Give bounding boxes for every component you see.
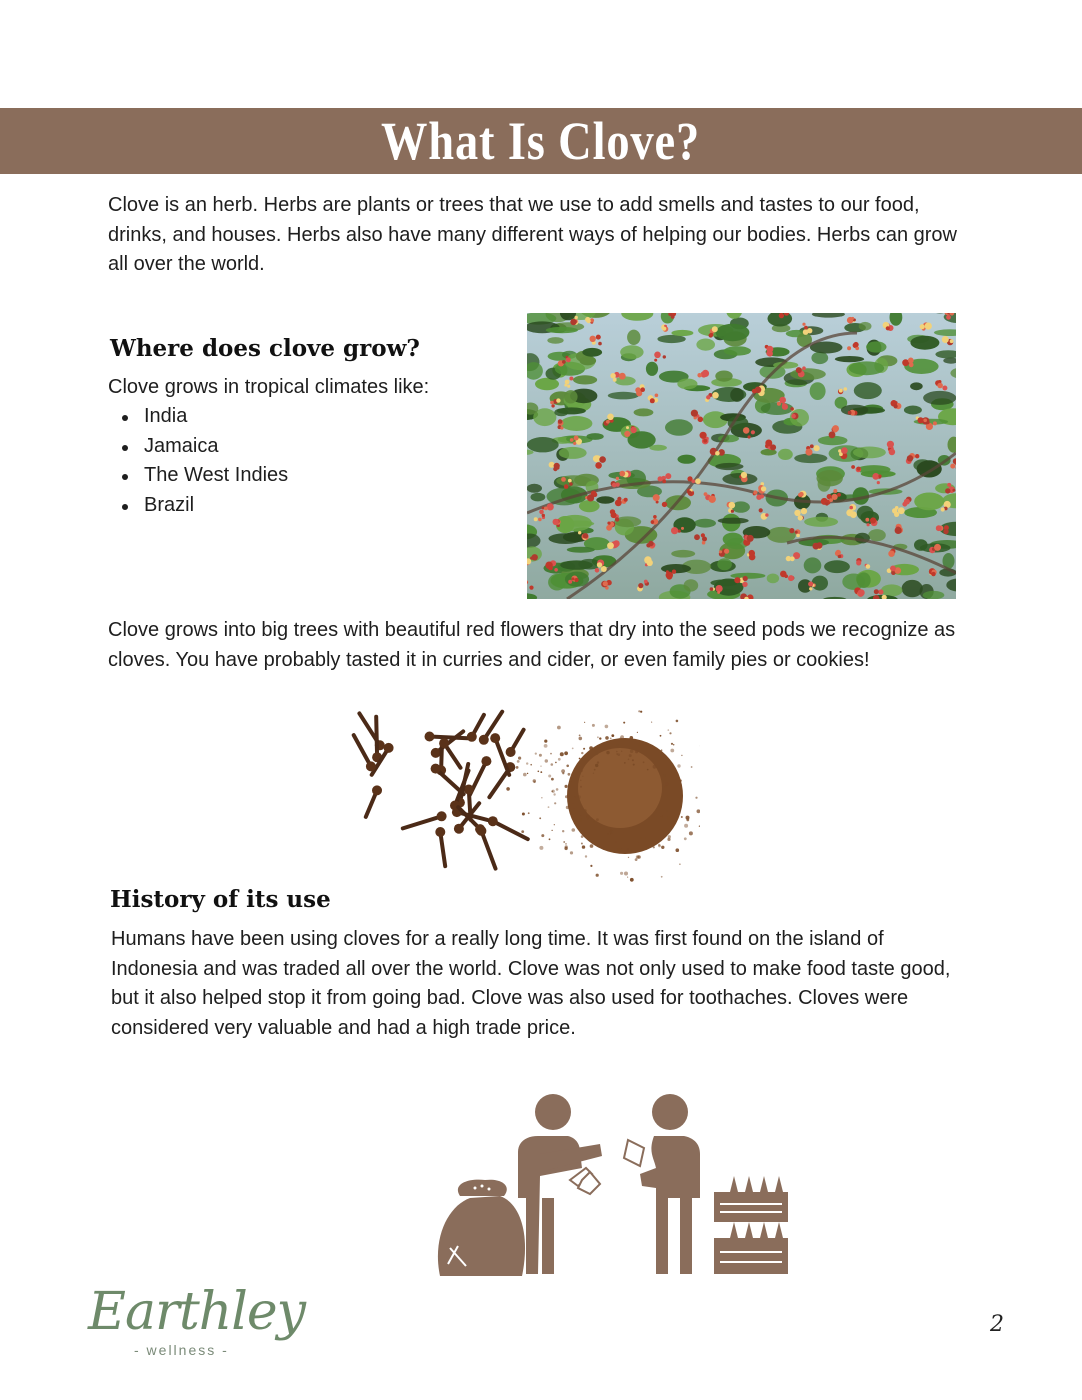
trade-illustration [430, 1088, 790, 1280]
history-heading: History of its use [110, 886, 331, 913]
clove-tree-photo [527, 313, 956, 599]
cloves-and-powder-image [350, 708, 700, 888]
person-icon [624, 1094, 700, 1274]
list-item: The West Indies [110, 461, 288, 491]
list-item: Jamaica [110, 432, 288, 462]
page-title: What Is Clove? [381, 111, 701, 171]
growth-paragraph: Clove grows into big trees with beautiful red flowers that dry into the seed pods we recognize as cloves. You have probably tasted it in curries and cider, or even family pies or cookies! [108, 619, 956, 671]
earthley-logo [86, 1282, 305, 1364]
list-item: Brazil [110, 491, 288, 521]
person-icon [518, 1094, 602, 1274]
logo-script: Earthley [88, 1282, 305, 1342]
sack-icon [438, 1180, 525, 1276]
title-band [0, 108, 1082, 174]
places-list [110, 402, 288, 520]
where-heading: Where does clove grow? [110, 335, 420, 362]
list-item: India [110, 402, 288, 432]
logo-subtitle: - wellness - [134, 1342, 229, 1358]
history-paragraph: Humans have been using cloves for a really long time. It was first found on the island of Indonesia and was traded all over the world. Clove was not only used to make food taste good, but it also helped stop it from going bad. Clove was also used for toothaches. Cloves were considered very valuable and had a high trade price. [111, 928, 951, 1039]
crate-icon [714, 1176, 788, 1274]
where-lead: Clove grows in tropical climates like: [108, 376, 430, 398]
intro-paragraph: Clove is an herb. Herbs are plants or trees that we use to add smells and tastes to our food, drinks, and houses. Herbs also have many different ways of helping our bodies. Herbs can grow all over the world. [108, 194, 957, 275]
page-number: 2 [990, 1312, 1004, 1337]
